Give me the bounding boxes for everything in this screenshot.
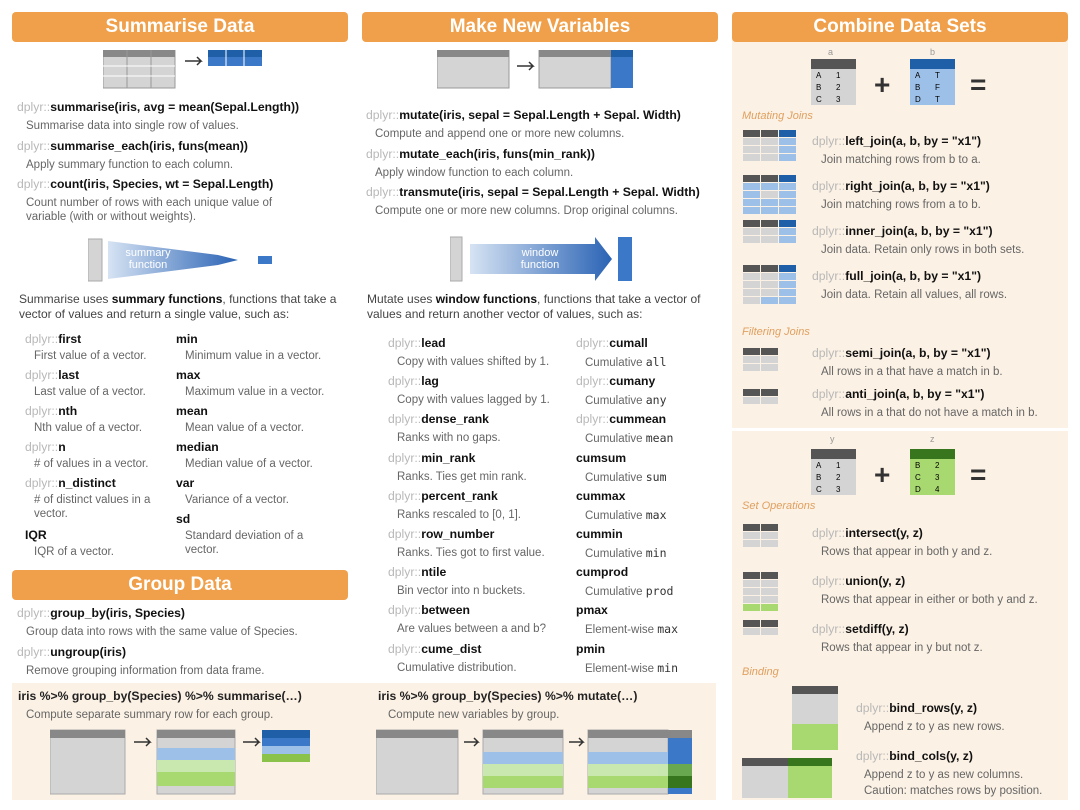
set-op-fn: dplyr::union(y, z) xyxy=(812,574,906,588)
summary-fn-last: dplyr::last xyxy=(25,368,80,382)
svg-text:C: C xyxy=(816,485,822,494)
group-banner xyxy=(12,570,348,600)
filter-join-desc: All rows in a that do not have a match in b. xyxy=(821,407,1038,419)
filter-join-fn: dplyr::anti_join(a, b, by = "x1") xyxy=(812,387,985,401)
binding-heading: Binding xyxy=(742,666,779,678)
bind-desc: Append z to y as new rows. xyxy=(864,721,1005,733)
summary-function-label: summary function xyxy=(125,247,171,271)
window-fn-dense_rank: dplyr::dense_rank xyxy=(388,412,489,427)
svg-text:C: C xyxy=(816,95,822,104)
summary-fn-desc: Mean value of a vector. xyxy=(185,422,304,434)
join-desc: Join matching rows from a to b. xyxy=(821,199,981,211)
svg-text:2: 2 xyxy=(836,473,841,482)
window-fn-desc: Cumulative any xyxy=(585,393,667,408)
group-pipe-summarise: iris %>% group_by(Species) %>% summarise(…) xyxy=(18,689,302,703)
group-fn-desc: Remove grouping information from data frame. xyxy=(26,665,265,677)
join-fn: dplyr::full_join(a, b, by = "x1") xyxy=(812,269,982,283)
svg-text:=: = xyxy=(970,459,987,490)
summary-fn-desc: Median value of a vector. xyxy=(185,458,313,470)
window-fn-cummax: cummax xyxy=(576,488,626,503)
summary-fn-desc: IQR of a vector. xyxy=(34,546,114,558)
group-fn: dplyr::group_by(iris, Species) xyxy=(17,606,185,620)
svg-text:D: D xyxy=(915,95,921,104)
join-fn: dplyr::right_join(a, b, by = "x1") xyxy=(812,179,990,193)
set-op-icon xyxy=(743,620,799,636)
window-fn-row_number: dplyr::row_number xyxy=(388,527,495,541)
window-fn-cumany: dplyr::cumany xyxy=(576,374,656,389)
summary-fn-min: min xyxy=(176,332,198,346)
mutate-fn-desc: Compute one or more new columns. Drop original columns. xyxy=(375,205,678,217)
window-fn-min_rank: dplyr::min_rank xyxy=(388,450,476,465)
window-fn-desc: Copy with values lagged by 1. xyxy=(397,394,550,407)
summarise-fn-desc: Count number of rows with each unique value of variable (with or without weights). xyxy=(26,197,273,223)
join-icon xyxy=(743,130,799,162)
summary-fn-nth: dplyr::nth xyxy=(25,404,78,418)
window-fn-desc: Cumulative distribution. xyxy=(397,661,517,674)
summary-fn-desc: Variance of a vector. xyxy=(185,494,289,506)
group-pipe-mutate-desc: Compute new variables by group. xyxy=(388,709,560,721)
svg-text:3: 3 xyxy=(836,485,841,494)
summarise-fn: dplyr::summarise(iris, avg = mean(Sepal.Length)) xyxy=(17,100,300,114)
set-op-desc: Rows that appear in both y and z. xyxy=(821,546,993,558)
summary-fn-IQR: IQR xyxy=(25,528,47,542)
svg-text:B: B xyxy=(915,461,921,470)
set-op-desc: Rows that appear in either or both y and z. xyxy=(821,594,1038,606)
bind-desc-caution: Caution: matches rows by position. xyxy=(864,785,1043,797)
summary-fn-desc: First value of a vector. xyxy=(34,350,147,362)
join-icon xyxy=(743,175,799,215)
window-fn-desc: Element-wise max xyxy=(585,622,678,637)
svg-text:C: C xyxy=(915,473,921,482)
window-fn-ntile: dplyr::ntile xyxy=(388,565,447,580)
svg-text:=: = xyxy=(970,69,987,100)
window-fn-pmax: pmax xyxy=(576,603,608,618)
filtering-joins-heading: Filtering Joins xyxy=(742,326,810,338)
svg-text:A: A xyxy=(816,71,822,80)
svg-text:3: 3 xyxy=(935,473,940,482)
group-title: Group Data xyxy=(128,574,232,595)
join-icon xyxy=(743,265,799,305)
summary-fn-desc: Maximum value in a vector. xyxy=(185,386,325,398)
bind-fn: dplyr::bind_cols(y, z) xyxy=(856,749,973,763)
summarise-banner xyxy=(12,12,348,42)
group-mutate-diagram xyxy=(376,728,696,798)
combine-title: Combine Data Sets xyxy=(813,16,987,37)
svg-text:F: F xyxy=(935,83,940,92)
group-pipe-mutate: iris %>% group_by(Species) %>% mutate(…) xyxy=(378,689,638,703)
mutate-diagram xyxy=(437,50,637,90)
bind-fn: dplyr::bind_rows(y, z) xyxy=(856,701,978,715)
mutate-intro: Mutate uses window functions, functions that take a vector of values and return another vector of values, such as: xyxy=(367,292,701,321)
mutate-fn: dplyr::mutate_each(iris, funs(min_rank)) xyxy=(366,147,595,161)
summary-fn-mean: mean xyxy=(176,404,208,418)
bind-desc: Append z to y as new columns. xyxy=(864,769,1024,781)
mutating-joins-heading: Mutating Joins xyxy=(742,110,813,122)
set-op-fn: dplyr::setdiff(y, z) xyxy=(812,622,909,636)
svg-text:A: A xyxy=(816,461,822,470)
summary-fn-max: max xyxy=(176,368,201,382)
summarise-diagram xyxy=(103,50,263,90)
summarise-fn-desc: Summarise data into single row of values. xyxy=(26,120,239,132)
window-fn-desc: Element-wise min xyxy=(585,660,678,675)
svg-text:3: 3 xyxy=(836,95,841,104)
window-fn-desc: Ranks with no gaps. xyxy=(397,432,501,445)
z-table-label: z xyxy=(930,434,935,444)
svg-text:+: + xyxy=(874,459,891,490)
summary-fn-var: var xyxy=(176,476,195,490)
svg-text:1: 1 xyxy=(836,461,841,470)
summarise-fn: dplyr::summarise_each(iris, funs(mean)) xyxy=(17,139,248,153)
set-operations-heading: Set Operations xyxy=(742,500,816,512)
mutate-fn: dplyr::transmute(iris, sepal = Sepal.Length + Sepal. Width) xyxy=(366,185,700,199)
combine-divider xyxy=(732,428,1068,431)
summarise-title: Summarise Data xyxy=(105,16,255,37)
window-fn-desc: Cumulative prod xyxy=(585,584,674,599)
set-op-icon xyxy=(743,572,799,612)
svg-text:B: B xyxy=(816,473,822,482)
window-fn-desc: Bin vector into n buckets. xyxy=(397,585,526,598)
set-op-fn: dplyr::intersect(y, z) xyxy=(812,526,923,540)
mutate-banner xyxy=(362,12,718,42)
window-fn-between: dplyr::between xyxy=(388,603,470,618)
y-table-label: y xyxy=(830,434,835,444)
window-fn-desc: Ranks. Ties got to first value. xyxy=(397,547,545,559)
window-fn-desc: Cumulative max xyxy=(585,507,667,522)
mutate-fn: dplyr::mutate(iris, sepal = Sepal.Length + Sepal. Width) xyxy=(366,108,681,122)
group-fn: dplyr::ungroup(iris) xyxy=(17,645,127,659)
summary-fn-desc: Minimum value in a vector. xyxy=(185,350,322,362)
summary-fn-desc: # of distinct values in a vector. xyxy=(34,494,151,520)
filter-join-icon xyxy=(743,389,799,405)
svg-text:2: 2 xyxy=(935,461,940,470)
svg-text:+: + xyxy=(874,69,891,100)
window-fn-lead: dplyr::lead xyxy=(388,336,446,350)
filter-join-fn: dplyr::semi_join(a, b, by = "x1") xyxy=(812,346,991,360)
summarise-fn-desc: Apply summary function to each column. xyxy=(26,159,234,171)
window-fn-desc: Are values between a and b? xyxy=(397,623,546,636)
summary-fn-desc: Nth value of a vector. xyxy=(34,422,143,434)
window-fn-desc: Cumulative mean xyxy=(585,431,674,446)
join-fn: dplyr::left_join(a, b, by = "x1") xyxy=(812,134,982,148)
filter-join-icon xyxy=(743,348,799,372)
svg-text:B: B xyxy=(915,83,921,92)
svg-text:D: D xyxy=(915,485,921,494)
a-table-label: a xyxy=(828,47,834,57)
join-desc: Join data. Retain all values, all rows. xyxy=(821,289,1008,301)
summary-fn-first: dplyr::first xyxy=(25,332,82,346)
summary-fn-median: median xyxy=(176,440,219,454)
svg-text:4: 4 xyxy=(935,485,940,494)
bind-rows-icon xyxy=(792,686,842,752)
b-table-label: b xyxy=(930,47,936,57)
svg-text:1: 1 xyxy=(836,71,841,80)
set-op-desc: Rows that appear in y but not z. xyxy=(821,642,983,654)
summary-fn-sd: sd xyxy=(176,512,191,526)
summary-fn-desc: # of values in a vector. xyxy=(34,458,149,470)
mutate-title: Make New Variables xyxy=(449,16,631,37)
mutate-fn-desc: Compute and append one or more new columns. xyxy=(375,128,625,140)
summary-fn-desc: Standard deviation of a vector. xyxy=(185,530,304,556)
group-pipe-summarise-desc: Compute separate summary row for each group. xyxy=(26,709,274,721)
window-fn-desc: Ranks rescaled to [0, 1]. xyxy=(397,508,522,521)
window-fn-cume_dist: dplyr::cume_dist xyxy=(388,641,482,656)
window-fn-desc: Cumulative all xyxy=(585,355,667,369)
window-fn-desc: Cumulative sum xyxy=(585,469,667,484)
window-fn-pmin: pmin xyxy=(576,641,606,656)
group-summarise-diagram xyxy=(50,728,320,798)
combine-banner xyxy=(732,12,1068,42)
group-fn-desc: Group data into rows with the same value of Species. xyxy=(26,626,298,638)
join-desc: Join data. Retain only rows in both sets. xyxy=(821,244,1025,256)
summarise-intro: Summarise uses summary functions, functions that take a vector of values and return a single value, such as: xyxy=(19,292,337,321)
mutate-fn-desc: Apply window function to each column. xyxy=(375,167,574,179)
window-fn-desc: Cumulative min xyxy=(585,546,667,560)
summary-fn-n_distinct: dplyr::n_distinct xyxy=(25,476,116,490)
bind-cols-icon xyxy=(742,758,834,800)
window-fn-cumprod: cumprod xyxy=(576,565,629,580)
summary-fn-desc: Last value of a vector. xyxy=(34,386,146,398)
join-desc: Join matching rows from b to a. xyxy=(821,154,981,166)
join-fn: dplyr::inner_join(a, b, by = "x1") xyxy=(812,224,993,238)
window-function-label: window function xyxy=(520,247,560,271)
filter-join-desc: All rows in a that have a match in b. xyxy=(821,366,1003,378)
join-icon xyxy=(743,220,799,244)
window-fn-desc: Ranks. Ties get min rank. xyxy=(397,470,527,483)
window-fn-cumall: dplyr::cumall xyxy=(576,336,648,350)
window-fn-cummean: dplyr::cummean xyxy=(576,412,667,427)
svg-text:B: B xyxy=(816,83,822,92)
summary-fn-n: dplyr::n xyxy=(25,440,66,454)
footer-strip xyxy=(0,800,1080,810)
ab-tables xyxy=(806,46,1006,108)
window-fn-lag: dplyr::lag xyxy=(388,374,439,389)
window-fn-cumsum: cumsum xyxy=(576,450,627,465)
yz-tables xyxy=(806,432,1006,500)
svg-text:T: T xyxy=(935,95,940,104)
window-fn-cummin: cummin xyxy=(576,527,623,541)
svg-text:2: 2 xyxy=(836,83,841,92)
summarise-fn: dplyr::count(iris, Species, wt = Sepal.Length) xyxy=(17,177,274,191)
set-op-icon xyxy=(743,524,799,548)
svg-text:T: T xyxy=(935,71,940,80)
window-fn-percent_rank: dplyr::percent_rank xyxy=(388,488,498,503)
window-fn-desc: Copy with values shifted by 1. xyxy=(397,356,550,368)
svg-text:A: A xyxy=(915,71,921,80)
